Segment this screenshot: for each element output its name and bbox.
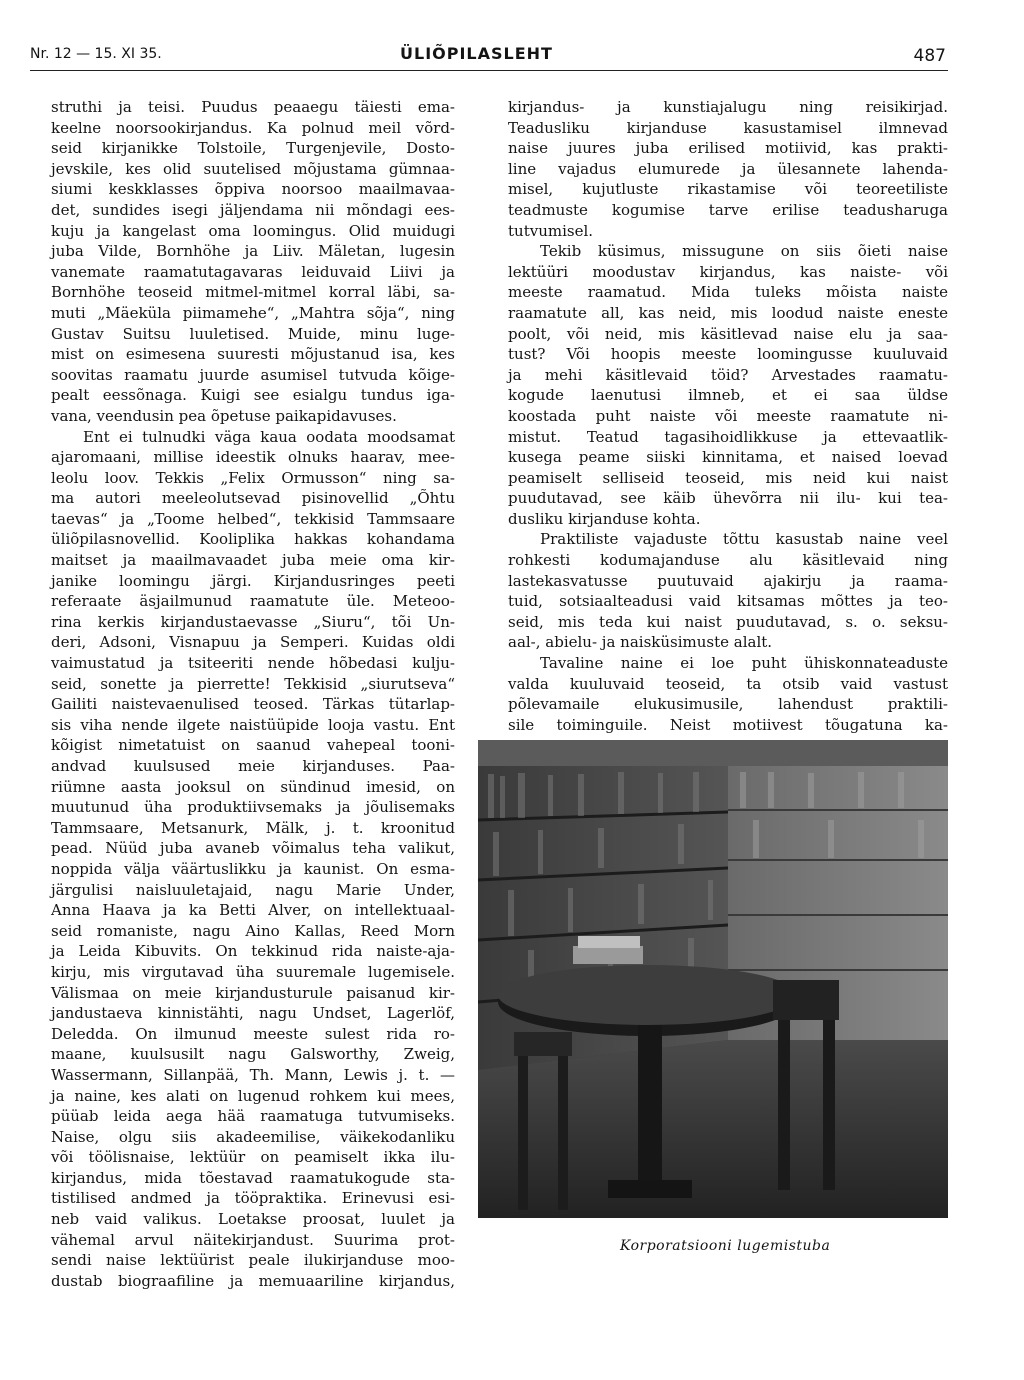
text-line: andvad kuulsused meie kirjanduses. Paa- — [51, 757, 455, 775]
text-line: Teadusliku kirjanduse kasustamisel ilmnevad — [508, 118, 948, 137]
text-line: vanemate raamatutagavaras leiduvaid Liivi ja — [51, 262, 455, 281]
text-line: seid, mis teda kui naist puudutavad, s. o. seksu- — [508, 612, 948, 631]
text-line: ma autori meeleolutsevad pisinovellid „Õhtu — [51, 489, 455, 508]
text-line: jandustaeva kinnistähti, nagu Undset, Lagerlöf, — [51, 1004, 455, 1023]
text-line: raamatute all, kas neid, mis loodud naiste eneste — [508, 303, 948, 322]
text-line: sile toiminguile. Neist motiivest tõugatuna ka- — [508, 715, 948, 734]
text-line: Ent ei tulnudki väga kaua oodata moodsamat — [83, 427, 455, 446]
text-line: Tavaline naine ei loe puht ühiskonnateaduste — [540, 654, 948, 673]
text-line: ja Leida Kibuvits. On tekkinud rida naiste-aja- — [51, 942, 455, 961]
text-line: pead. Nüüd juba avaneb võimalus teha valikut, — [51, 839, 455, 858]
text-line: misel, kujutluste rikastamise või teoreetiliste — [508, 180, 948, 199]
text-line: seid romaniste, nagu Aino Kallas, Reed Morn — [51, 921, 455, 940]
text-line: jevskile, kes olid suutelised mõjustama gümnaa- — [51, 159, 455, 178]
text-line: referaate äsjailmunud raamatute üle. Meteoo- — [51, 592, 455, 611]
right-text-column — [508, 97, 948, 735]
text-line: vähemal arvul näitekirjandust. Suurima prot- — [51, 1230, 455, 1249]
running-header — [30, 42, 948, 71]
text-line: kirjandus, mida tõestavad raamatukogude sta- — [51, 1168, 455, 1187]
text-line: juba Vilde, Bornhöhe ja Liiv. Mäletan, lugesin — [51, 242, 455, 261]
text-line: koostada puht naiste või meeste raamatute ni- — [508, 406, 948, 425]
issue-date: Nr. 12 — 15. XI 35. — [30, 46, 162, 62]
text-line: meeste raamatud. Mida tuleks mõista naiste — [508, 283, 948, 302]
text-line: seid kirjanikke Tolstoile, Turgenjevile, Dosto- — [51, 139, 455, 158]
text-line: maitset ja maailmavaadet juba meie oma kir- — [51, 551, 455, 570]
text-line: vana, veendusin pea õpetuse paikapidavuses. — [51, 406, 397, 425]
text-line: dustab biograafiline ja memuaariline kirjandus, — [51, 1271, 455, 1290]
text-line: det, sundides isegi jäljendama nii mõndagi ees- — [51, 200, 455, 219]
text-line: Praktiliste vajaduste tõttu kasustab naine veel — [540, 530, 948, 549]
text-line: dusliku kirjanduse kohta. — [508, 509, 701, 528]
text-line: seid, sonette ja pierrette! Tekkisid „siurutseva“ — [51, 674, 455, 693]
text-line: neb vaid valikus. Loetakse proosat, luulet ja — [51, 1210, 455, 1229]
text-line: teadmuste kogumise tarve erilise teadusharuga — [508, 200, 948, 219]
left-text-column — [51, 97, 455, 1291]
text-line: keelne noorsookirjandus. Ka polnud meil võrd- — [51, 118, 455, 137]
text-line: lektüüri moodustav kirjandus, kas naiste- või — [508, 262, 948, 281]
text-line: siumi keskklasses õppiva noorsoo maailmavaa- — [51, 180, 455, 199]
text-line: struthi ja teisi. Puudus peaaegu täiesti ema- — [51, 98, 455, 116]
text-line: janike loomingu järgi. Kirjandusringes peeti — [51, 571, 455, 590]
text-line: pealt eessõnaga. Kuigi see esialgu tundus iga- — [51, 386, 455, 405]
text-line: põlevamaile elukusimusile, lahendust praktili- — [508, 695, 948, 714]
text-line: Bornhöhe teoseid mitmel-mitmel korral läbi, sa- — [51, 283, 455, 302]
text-line: soovitas raamatu juurde asumisel tutvuda kõige- — [51, 365, 455, 384]
text-line: naise juures juba erilised motiivid, kas prakti- — [508, 139, 948, 158]
text-line: rina kerkis kirjandustaevasse „Siuru“, tõi Un- — [51, 612, 455, 631]
text-line: riümne aasta jooksul on sündinud imesid, on — [51, 777, 455, 796]
text-line: Tekib küsimus, missugune on siis õieti naise — [540, 242, 948, 261]
text-line: ja naine, kes alati on lugenud rohkem kui mees, — [51, 1086, 455, 1105]
text-line: ja mehi käsitlevaid töid? Arvestades raamatu- — [508, 365, 948, 384]
text-line: mistut. Teatud tagasihoidlikkuse ja ettevaatlik- — [508, 427, 948, 446]
text-line: kuju ja kangelast oma loomingus. Olid muidugi — [51, 221, 455, 240]
text-line: noppida välja väärtuslikku ja kaunist. On esma- — [51, 859, 455, 878]
text-line: püüab leida aega hää raamatuga tutvumiseks. — [51, 1107, 455, 1126]
text-line: aal-, abielu- ja naisküsimuste alalt. — [508, 633, 773, 652]
text-line: tutvumisel. — [508, 221, 594, 240]
page-number: 487 — [913, 46, 946, 66]
text-line: deri, Adsoni, Visnapuu ja Semperi. Kuidas oldi — [51, 633, 455, 652]
text-line: tust? Või hoopis meeste loomingusse kuuluvaid — [508, 345, 948, 364]
text-line: taevas“ ja „Toome helbed“, tekkisid Tammsaare — [51, 509, 455, 528]
text-line: kogude laenutusi ilmneb, et ei saa üldse — [508, 386, 948, 405]
text-line: Gustav Suitsu luuletised. Muide, minu luge- — [51, 324, 455, 343]
text-line: üliõpilasnovellid. Kooliplika hakkas kohandama — [51, 530, 455, 549]
text-line: rohkesti kodumajanduse alu käsitlevaid ning — [508, 551, 948, 570]
reading-room-photo — [478, 740, 948, 1218]
text-line: või töölisnaise, lektüür on peamiselt ikka ilu- — [51, 1148, 455, 1167]
text-line: muutunud üha produktiivsemaks ja jõulisemaks — [51, 798, 455, 817]
text-line: Anna Haava ja ka Betti Alver, on intellektuaal- — [51, 901, 455, 920]
text-line: tistilised andmed ja tööpraktika. Erinevusi esi- — [51, 1189, 455, 1208]
text-line: maane, kuulsusilt nagu Galsworthy, Zweig, — [51, 1045, 455, 1064]
text-line: line vajadus elumurede ja ülesannete lahenda- — [508, 159, 948, 178]
text-line: leolu loov. Tekkis „Felix Ormusson“ ning sa- — [51, 468, 455, 487]
text-line: poolt, või neid, mis käsitlevad naise elu ja saa- — [508, 324, 948, 343]
text-line: kusega peame siiski kinnitama, et naised loevad — [508, 448, 948, 467]
text-line: Tammsaare, Metsanurk, Mälk, j. t. kroonitud — [51, 818, 455, 837]
text-line: mist on esimesena suuresti mõjustanud isa, kes — [51, 345, 455, 364]
text-line: sendi naise lektüürist peale ilukirjanduse moo- — [51, 1251, 455, 1270]
text-line: Naise, olgu siis akadeemilise, väikekodanliku — [51, 1127, 455, 1146]
text-line: kirju, mis virgutavad üha suuremale lugemisele. — [51, 962, 455, 981]
text-line: tuid, sotsiaalteadusi vaid kitsamas mõttes ja teo- — [508, 592, 948, 611]
text-line: peamiselt selliseid teoseid, mis neid kui naist — [508, 468, 948, 487]
text-line: sis viha nende ilgete naistüüpide looja vastu. Ent — [51, 715, 455, 734]
text-line: Gailiti naistevaenulised teosed. Tärkas tütarlap- — [51, 695, 455, 714]
text-line: vaimustatud ja tsiteeriti nende hõbedasi kulju- — [51, 654, 455, 673]
text-line: lastekasvatusse puutuvaid ajakirju ja raama- — [508, 571, 948, 590]
text-line: kirjandus- ja kunstiajalugu ning reisikirjad. — [508, 98, 948, 116]
text-line: ajaromaani, millise ideestik olnuks haarav, mee- — [51, 448, 455, 467]
text-line: puudutavad, see käib ühevõrra nii ilu- kui tea- — [508, 489, 948, 508]
journal-title: ÜLIÕPILASLEHT — [400, 44, 553, 63]
text-line: Wassermann, Sillanpää, Th. Mann, Lewis j. t. — — [51, 1065, 455, 1084]
text-line: järgulisi naisluuletajaid, nagu Marie Under, — [51, 880, 455, 899]
text-line: Deledda. On ilmunud meeste sulest rida ro- — [51, 1024, 455, 1043]
photo-caption: Korporatsiooni lugemistuba — [620, 1238, 831, 1254]
text-line: muti „Mäeküla piimamehe“, „Mahtra sõja“, ning — [51, 303, 455, 322]
text-line: valda kuuluvaid teoseid, ta otsib vaid vastust — [508, 674, 948, 693]
text-line: kõigist nimetatuist on saanud vahepeal tooni- — [51, 736, 455, 755]
text-line: Välismaa on meie kirjandusturule paisanud kir- — [51, 983, 455, 1002]
